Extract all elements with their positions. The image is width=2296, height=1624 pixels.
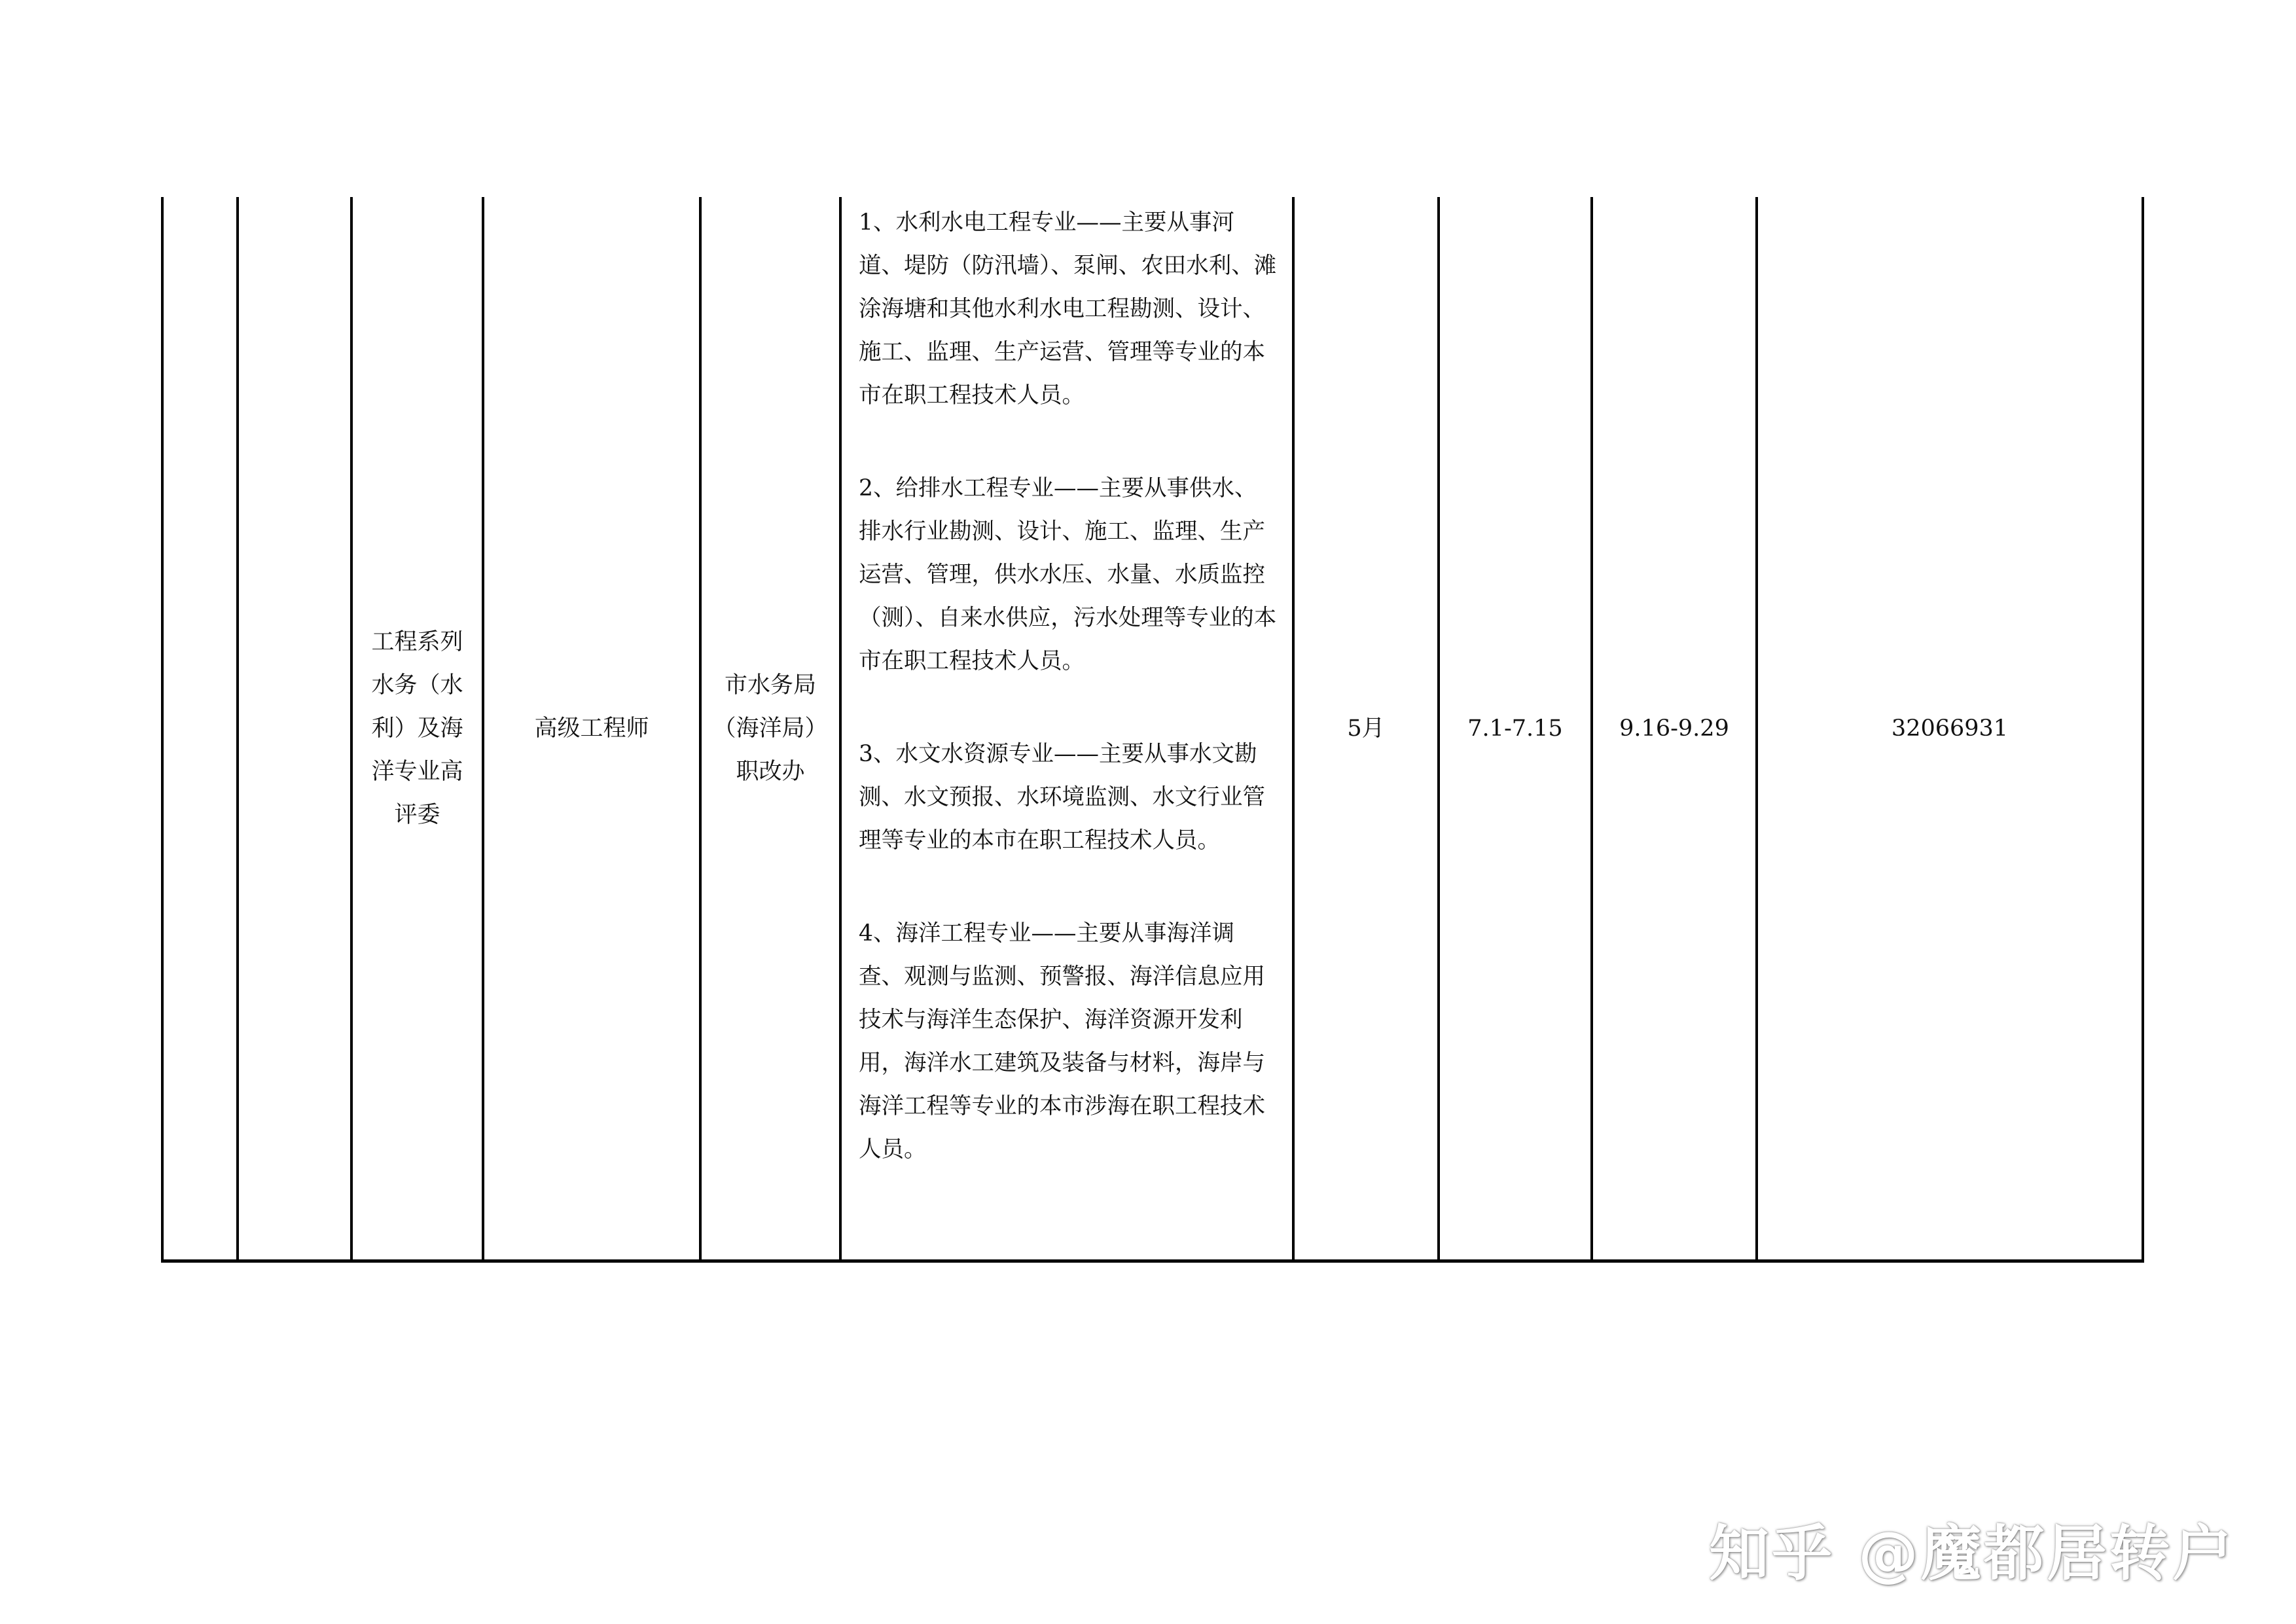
table-row <box>162 197 2143 1261</box>
month-text: 5月 <box>1347 715 1385 742</box>
month-cell <box>1293 197 1439 1261</box>
phone-text: 32066931 <box>1891 715 2009 742</box>
period2-cell <box>1592 197 1757 1261</box>
committee-text: 工程系列水务（水利）及海洋专业高评委 <box>371 628 463 828</box>
scope-paragraph: 4、海洋工程专业——主要从事海洋调查、观测与监测、预警报、海洋信息应用技术与海洋生态保护、海洋资源开发利用，海洋水工建筑及装备与材料，海岸与海洋工程等专业的本市涉海在职工程技术人员。 <box>859 920 1265 1163</box>
index-cell <box>162 197 238 1261</box>
office-cell <box>700 197 840 1261</box>
period2-text: 9.16-9.29 <box>1619 715 1729 742</box>
category-cell <box>238 197 351 1261</box>
office-text: 市水务局（海洋局）职改办 <box>713 672 828 785</box>
scope-paragraph: 1、水利水电工程专业——主要从事河道、堤防（防汛墙）、泵闸、农田水利、滩涂海塘和其他水利水电工程勘测、设计、施工、监理、生产运营、管理等专业的本市在职工程技术人员。 <box>859 209 1277 408</box>
scope-paragraph: 2、给排水工程专业——主要从事供水、排水行业勘测、设计、施工、监理、生产运营、管理，供水水压、水量、水质监控（测）、自来水供应，污水处理等专业的本市在职工程技术人员。 <box>859 475 1277 674</box>
committee-cell <box>351 197 483 1261</box>
scope-cell <box>840 197 1293 1261</box>
scope-paragraph: 3、水文水资源专业——主要从事水文勘测、水文预报、水环境监测、水文行业管理等专业的本市在职工程技术人员。 <box>859 741 1265 854</box>
watermark: 知乎 @魔都居转户 <box>1708 1519 2235 1589</box>
period1-cell <box>1439 197 1592 1261</box>
phone-cell <box>1757 197 2143 1261</box>
period1-text: 7.1-7.15 <box>1467 715 1563 742</box>
document-table <box>161 197 2144 1263</box>
title-text: 高级工程师 <box>534 715 649 742</box>
title-cell <box>483 197 700 1261</box>
